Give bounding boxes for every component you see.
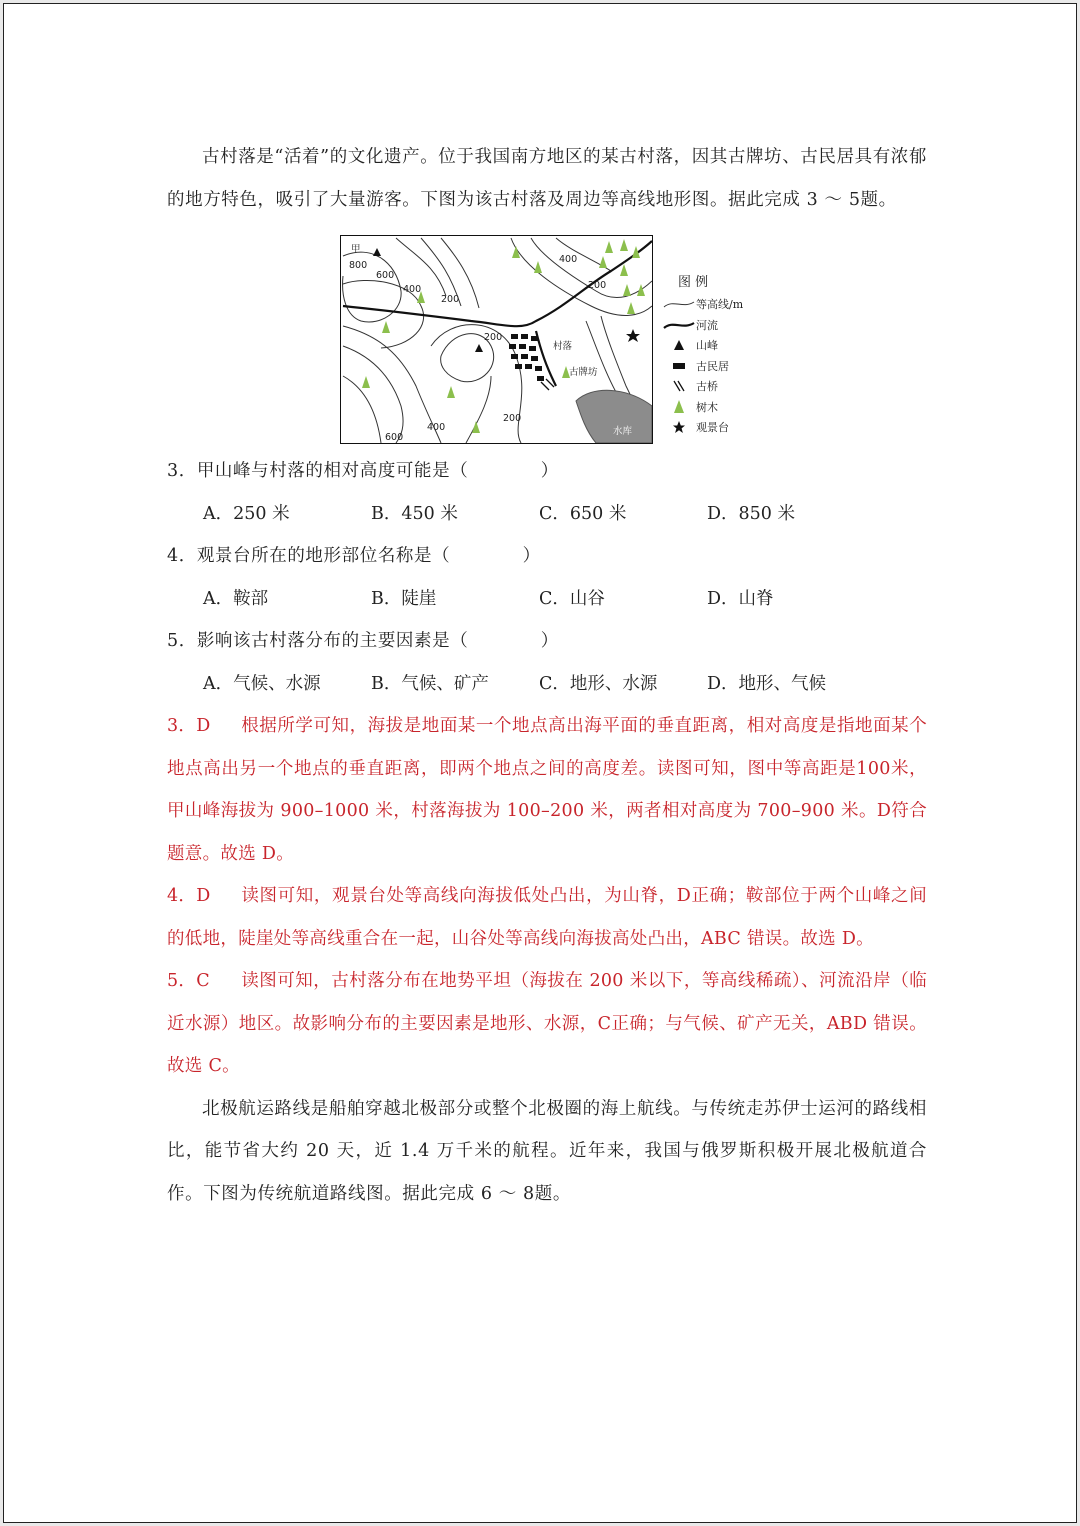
option-d: D．850 米 <box>707 503 795 524</box>
village-label: 村落 <box>553 341 573 352</box>
question-5-options <box>167 663 927 706</box>
legend-item <box>662 417 762 438</box>
intro-paragraph-2: 北极航运路线是船舶穿越北极部分或整个北极圈的海上航线。与传统走苏伊士运河的路线相比，能节省大约 20 天，近 1.4 万千米的航程。近年来，我国与俄罗斯积极开展北极航道合作。下图为传统航道路线图。据此完成 6 ～ 8题。 <box>167 1098 927 1204</box>
legend-item <box>662 376 762 397</box>
bridge-icon <box>662 377 696 395</box>
contour-label-600b: 600 <box>385 432 404 443</box>
contour-label-600: 600 <box>376 270 395 281</box>
legend-label: 古桥 <box>696 380 718 394</box>
legend-label: 河流 <box>696 318 718 332</box>
question-4-stem: 4．观景台所在的地形部位名称是（ ） <box>167 546 541 566</box>
answer-3 <box>167 705 927 875</box>
river-icon <box>662 316 696 334</box>
tree-icon <box>662 398 696 416</box>
answer-number: 5．C <box>167 971 210 991</box>
content <box>167 136 927 1215</box>
page-sheet <box>3 3 1077 1523</box>
peak-label: 甲 <box>351 244 361 255</box>
map-legend <box>662 271 762 438</box>
reservoir-label: 水库 <box>613 426 633 437</box>
option-a: A．250 米 <box>203 503 290 524</box>
option-c: C．山谷 <box>539 588 605 609</box>
legend-item <box>662 315 762 336</box>
question-5-stem: 5．影响该古村落分布的主要因素是（ ） <box>167 631 559 651</box>
question-4-options <box>167 578 927 621</box>
legend-item <box>662 335 762 356</box>
option-c: C．地形、水源 <box>539 673 658 694</box>
contour-label-400c: 400 <box>559 254 578 265</box>
legend-label: 等高线/m <box>696 298 744 312</box>
question-3-stem: 3．甲山峰与村落的相对高度可能是（ ） <box>167 461 559 481</box>
option-b: B．陡崖 <box>371 588 437 609</box>
contour-label-200c: 200 <box>503 413 522 424</box>
option-a: A．气候、水源 <box>203 673 321 694</box>
legend-item <box>662 294 762 315</box>
answer-text: 读图可知，观景台处等高线向海拔低处凸出，为山脊，D正确；鞍部位于两个山峰之间的低地，陡崖处等高线重合在一起，山谷处等高线向海拔高处凸出，ABC 错误。故选 D。 <box>167 886 927 949</box>
dwelling-icon <box>662 357 696 375</box>
legend-label: 观景台 <box>696 421 729 435</box>
contour-label-200b: 200 <box>484 332 503 343</box>
legend-item <box>662 397 762 418</box>
peak-icon <box>662 336 696 354</box>
peak-icon <box>373 248 381 256</box>
option-d: D．地形、气候 <box>707 673 827 694</box>
contour-label-800: 800 <box>349 260 368 271</box>
option-c: C．650 米 <box>539 503 627 524</box>
contour-label-200: 200 <box>441 294 460 305</box>
intro-paragraph-1: 古村落是“活着”的文化遗产。位于我国南方地区的某古村落，因其古牌坊、古民居具有浓郁的地方特色，吸引了大量游客。下图为该古村落及周边等高线地形图。据此完成 3 ～ 5题。 <box>167 147 927 210</box>
answer-5 <box>167 960 927 1088</box>
star-icon <box>626 329 640 342</box>
question-3-options <box>167 493 927 536</box>
contour-label-200d: 200 <box>588 280 607 291</box>
option-d: D．山脊 <box>707 588 774 609</box>
contour-map <box>340 235 653 444</box>
star-icon <box>662 418 696 436</box>
answer-text: 读图可知，古村落分布在地势平坦（海拔在 200 米以下，等高线稀疏）、河流沿岸（临近水源）地区。故影响分布的主要因素是地形、水源，C正确；与气候、矿产无关，ABD 错误。故选 C。 <box>167 971 927 1076</box>
legend-label: 山峰 <box>696 339 718 353</box>
legend-title: 图 例 <box>678 275 709 290</box>
option-b: B．气候、矿产 <box>371 673 489 694</box>
answer-4 <box>167 875 927 960</box>
option-b: B．450 米 <box>371 503 458 524</box>
contour-label-400: 400 <box>403 284 422 295</box>
option-a: A．鞍部 <box>203 588 269 609</box>
contour-line-icon <box>662 295 696 313</box>
peak-icon <box>475 344 483 352</box>
legend-label: 古民居 <box>696 359 729 373</box>
paifang-label: 古牌坊 <box>569 367 598 378</box>
answer-text: 根据所学可知，海拔是地面某一个地点高出海平面的垂直距离，相对高度是指地面某个地点高出另一个地点的垂直距离，即两个地点之间的高度差。读图可知，图中等高距是100米，甲山峰海拔为 900–1000 米，村落海拔为 100–200 米，两者相对高度为 700–900 米。D符合题意。故选 D。 <box>167 716 927 864</box>
contour-map-figure <box>340 235 760 450</box>
contour-label-400b: 400 <box>427 422 446 433</box>
legend-label: 树木 <box>696 400 718 414</box>
answer-number: 4．D <box>167 886 211 906</box>
legend-item <box>662 356 762 377</box>
answer-number: 3．D <box>167 716 211 736</box>
